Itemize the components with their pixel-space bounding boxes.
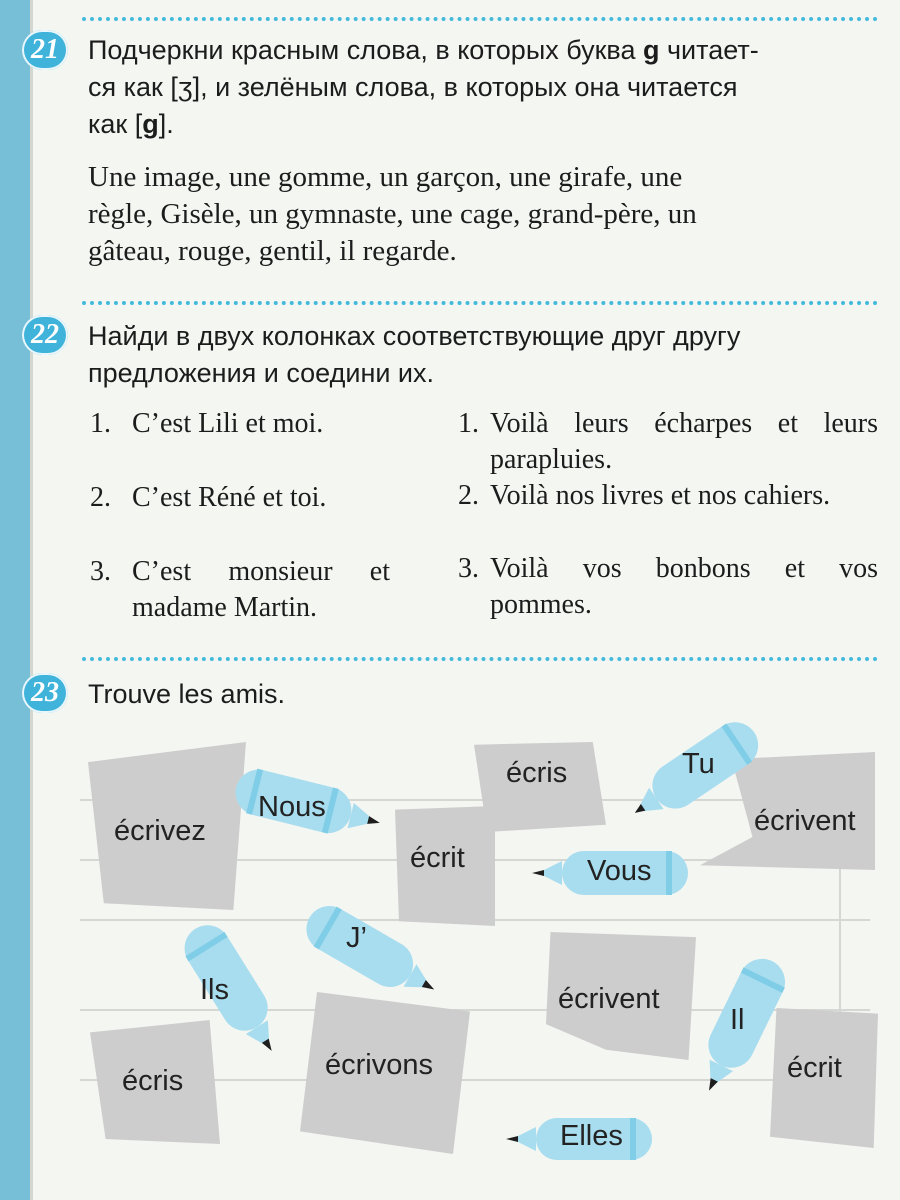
pencil-word: Tu [682, 748, 715, 780]
exercise-number-21: 21 [22, 30, 68, 70]
pencil-word: Il [730, 1004, 745, 1036]
exercise-21-word-list [88, 159, 878, 270]
dotted-divider [82, 17, 878, 21]
item-text: Voilà vos bonbons et vos pommes. [490, 553, 878, 620]
item-text: Voilà nos livres et nos cahiers. [490, 480, 831, 511]
item-number: 2. [90, 482, 111, 513]
task-line: Найди в двух колонках соответствующие друг другу [88, 321, 741, 351]
pencil-word: Nous [258, 791, 326, 823]
card-word: écrivez [114, 815, 206, 847]
right-sentence-2 [458, 478, 878, 554]
card-word: écris [122, 1065, 184, 1097]
pencil-word: Ils [200, 974, 229, 1006]
card-word: écrit [410, 842, 465, 874]
item-text: C’est Lili et moi. [132, 408, 324, 439]
exercise-23-task: Trouve les amis. [88, 679, 286, 709]
pencil-word: Vous [587, 855, 652, 887]
task-line: ся как [ʒ], и зелёным слова, в которых она читается [88, 72, 738, 102]
card-word: écrivons [325, 1049, 433, 1081]
right-sentence-3 [458, 551, 878, 627]
exercise-21-task [88, 32, 878, 143]
left-sentence-1 [90, 406, 390, 446]
right-sentence-1 [458, 406, 878, 482]
word-line: gâteau, rouge, gentil, il regarde. [88, 235, 457, 267]
exercise-22-task [88, 318, 878, 392]
item-text: C’est monsieur et madame Martin. [132, 556, 390, 623]
dotted-divider [82, 657, 878, 661]
task-text: ]. [158, 109, 174, 139]
task-text: читает- [659, 35, 759, 65]
exercise-number-22: 22 [22, 315, 68, 355]
task-line [88, 106, 878, 143]
exercise-number-23: 23 [22, 673, 68, 713]
item-text: C’est Réné et toi. [132, 482, 327, 513]
card-word: écrivent [558, 983, 660, 1015]
left-sentence-3 [90, 554, 390, 630]
dotted-divider [82, 301, 878, 305]
task-text: Подчеркни красным слова, в которых буква [88, 35, 643, 65]
item-number: 1. [90, 408, 111, 439]
word-line: Une image, une gomme, un garçon, une girafe, une [88, 161, 683, 193]
letter-g: g [642, 35, 660, 65]
card-word: écrivent [754, 805, 856, 837]
item-number: 1. [458, 408, 479, 439]
item-number: 2. [458, 480, 479, 511]
task-text: как [ [88, 109, 143, 139]
item-number: 3. [90, 556, 111, 587]
word-line: règle, Gisèle, un gymnaste, une cage, grand-père, un [88, 198, 697, 230]
left-sentence-2 [90, 480, 390, 520]
task-line: предложения и соедини их. [88, 358, 435, 388]
card-word: écris [506, 757, 568, 789]
item-number: 3. [458, 553, 479, 584]
item-text: Voilà leurs écharpes et leurs parapluies. [490, 408, 878, 475]
pencil-word: Elles [560, 1120, 623, 1152]
letter-g: g [142, 109, 159, 139]
card-word: écrit [787, 1052, 842, 1084]
pencil-word: J’ [346, 922, 367, 954]
task-line [88, 32, 878, 69]
